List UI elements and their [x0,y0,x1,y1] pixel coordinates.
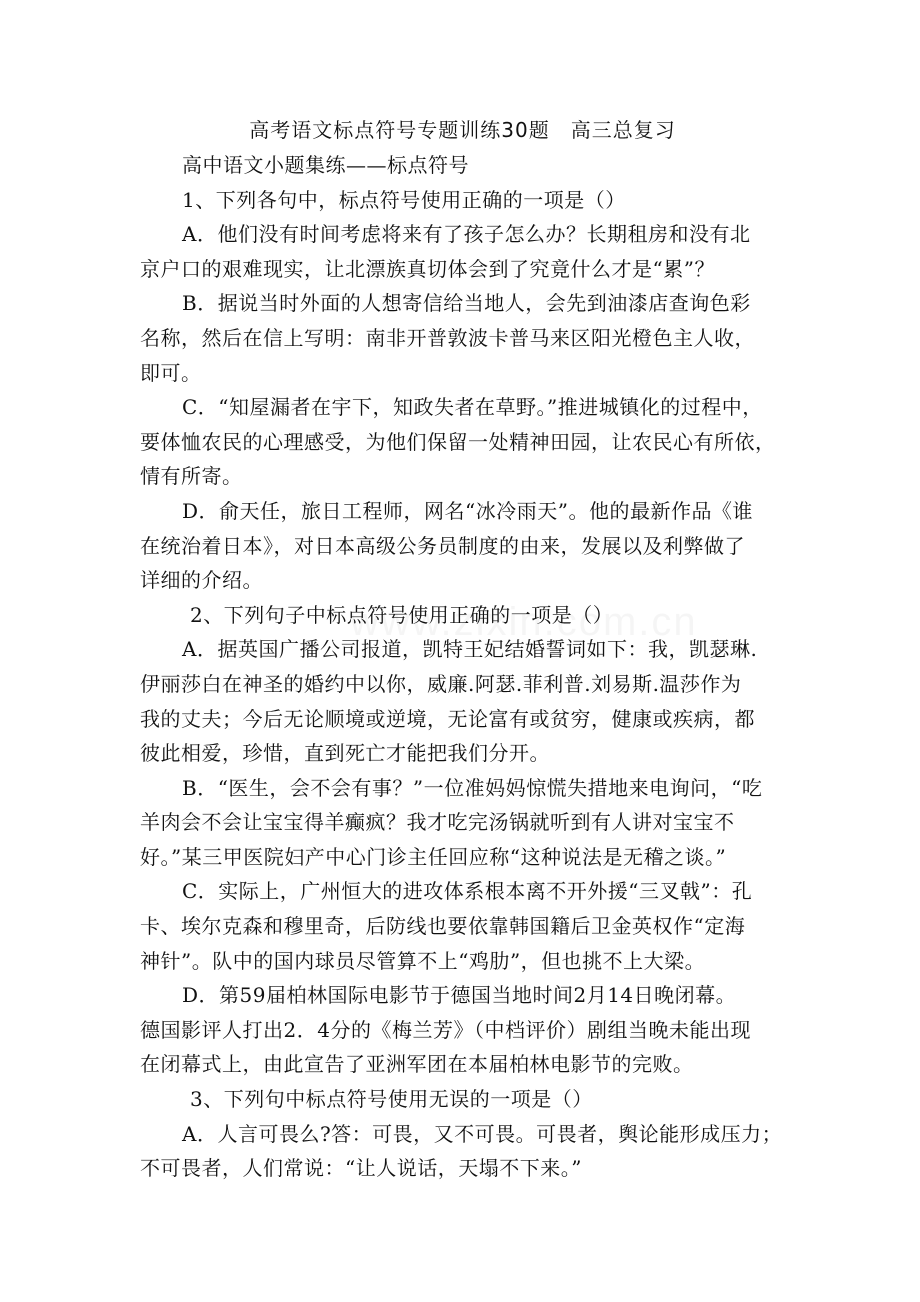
paragraph-line: 伊丽莎白在神圣的婚约中以你，威廉.阿瑟.菲利普.刘易斯.温莎作为 [140,671,742,696]
paragraph-line: 羊肉会不会让宝宝得羊癫疯？我才吃完汤锅就听到有人讲对宝宝不 [140,810,735,835]
paragraph-line: C．实际上，广州恒大的进攻体系根本离不开外援“三叉戟”：孔 [182,879,753,904]
paragraph-line: 京户口的艰难现实，让北漂族真切体会到了究竟什么才是“累”？ [140,256,715,281]
paragraph-line: 要体恤农民的心理感受，为他们保留一处精神田园，让农民心有所依， [140,429,776,454]
paragraph-line: 在统治着日本》，对日本高级公务员制度的由来，发展以及利弊做了 [140,533,745,558]
paragraph-line: 即可。 [140,360,202,385]
paragraph-line: A．他们没有时间考虑将来有了孩子怎么办？长期租房和没有北 [182,222,751,247]
question-1: 1、下列各句中，标点符号使用正确的一项是（） [182,187,626,212]
paragraph-line: D．俞天任，旅日工程师，网名“冰冷雨天”。他的最新作品《谁 [182,498,753,523]
paragraph-line: 好。”某三甲医院妇产中心门诊主任回应称“这种说法是无稽之谈。” [140,844,727,869]
paragraph-line: C．“知屋漏者在宇下，知政失者在草野。”推进城镇化的过程中， [182,395,763,420]
document-page [140,112,785,1186]
subtitle: 高中语文小题集练——标点符号 [182,153,469,177]
paragraph-line: 在闭幕式上，由此宣告了亚洲军团在本届柏林电影节的完败。 [140,1052,694,1077]
page-title: 高考语文标点符号专题训练30题 高三总复习 [249,118,676,142]
paragraph-line: 详细的介绍。 [140,568,263,593]
paragraph-line: 卡、埃尔克森和穆里奇，后防线也要依靠韩国籍后卫金英权作“定海 [140,914,746,939]
paragraph-line: 不可畏者，人们常说：“让人说话，天塌不下来。” [140,1156,582,1181]
paragraph-line: 情有所寄。 [140,464,243,489]
paragraph-line: B．“医生，会不会有事？”一位准妈妈惊慌失措地来电询问，“吃 [182,775,763,800]
paragraph-line: 神针”。队中的国内球员尽管算不上“鸡肋”，但也挑不上大梁。 [140,948,706,973]
paragraph-line: B．据说当时外面的人想寄信给当地人，会先到油漆店查询色彩 [182,291,751,316]
paragraph-line: 德国影评人打出2．4分的《梅兰芳》（中档评价）剧组当晚未能出现 [140,1017,751,1042]
paragraph-line: A．人言可畏么?答：可畏，又不可畏。可畏者，舆论能形成压力； [182,1121,783,1146]
paragraph-line: 我的丈夫；今后无论顺境或逆境，无论富有或贫穷，健康或疾病，都 [140,706,755,731]
question-3: 3、下列句中标点符号使用无误的一项是（） [190,1087,593,1112]
paragraph-line: 彼此相爱，珍惜，直到死亡才能把我们分开。 [140,741,550,766]
question-2: 2、下列句子中标点符号使用正确的一项是（） [190,602,614,627]
paragraph-line: A．据英国广播公司报道，凯特王妃结婚誓词如下：我，凯瑟琳. [182,637,758,662]
paragraph-line: D．第59届柏林国际电影节于德国当地时间2月14日晚闭幕。 [182,983,737,1008]
paragraph-line: 名称，然后在信上写明：南非开普敦波卡普马来区阳光橙色主人收， [140,325,755,350]
